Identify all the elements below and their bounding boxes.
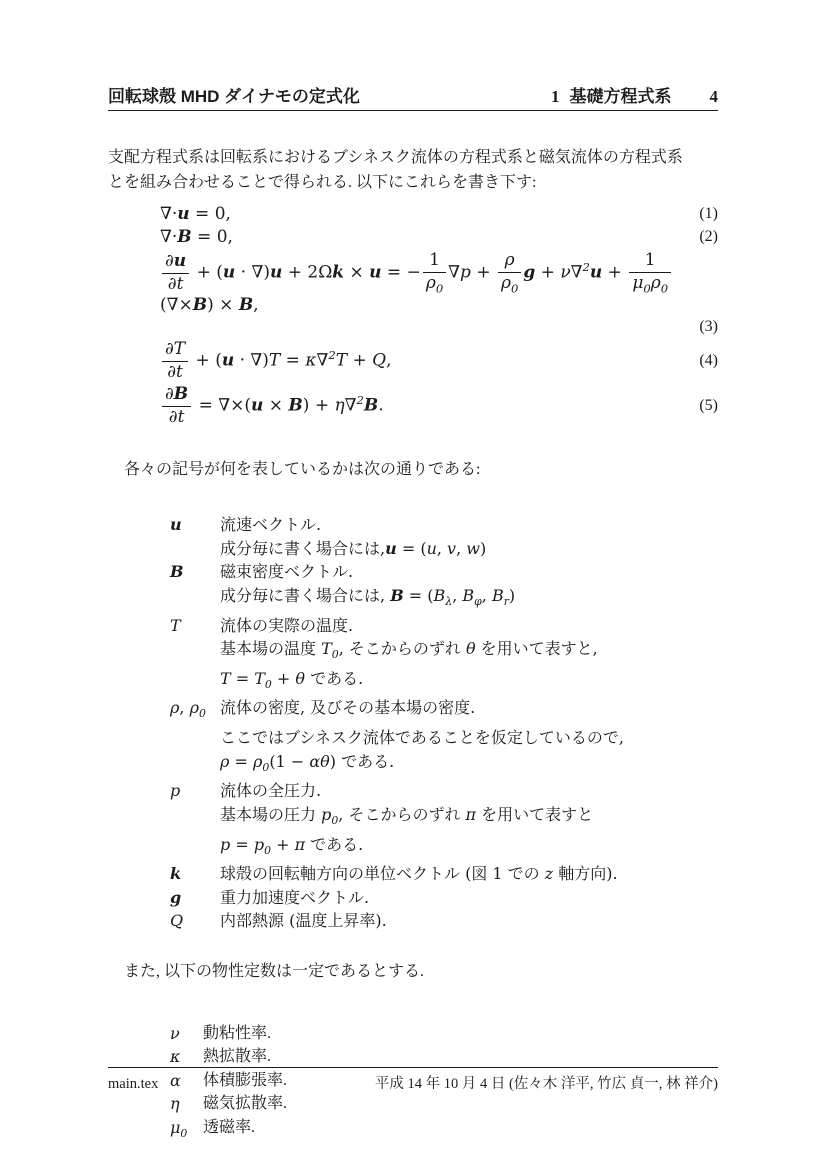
def-p-line-2: 基本場の圧力 $p_0$, そこからのずれ π を用いて表すと	[220, 804, 594, 828]
symbol-Q: Q	[170, 911, 184, 931]
equation-1	[108, 205, 718, 223]
def-row-Q	[108, 909, 718, 933]
def-g-line-1: 重力加速度ベクトル.	[220, 887, 370, 907]
header-title: 回転球殻 MHD ダイナモの定式化	[108, 87, 360, 106]
header-section-number: 1	[551, 87, 560, 106]
def-u-line-1: 流速ベクトル.	[220, 515, 322, 535]
const-nu-desc: 動粘性率.	[203, 1024, 272, 1042]
page-footer	[108, 1067, 718, 1093]
def-T-line-1: 流体の実際の温度.	[220, 615, 354, 635]
const-row-eta	[108, 1092, 718, 1116]
def-T-line-3: $T = T_0 + \theta$ である.	[220, 668, 364, 691]
header-section	[551, 86, 718, 107]
def-B-line-1: 磁束密度ベクトル.	[220, 562, 354, 582]
def-row-k	[108, 862, 718, 886]
def-row-rho	[108, 696, 718, 726]
equation-3-number: (3)	[699, 318, 718, 336]
const-mu0-desc: 透磁率.	[203, 1118, 256, 1136]
symbol-mu0: $\mu_0$	[170, 1117, 188, 1140]
symbol-p: p	[170, 781, 181, 801]
header-section-title: 基礎方程式系	[569, 87, 672, 106]
def-row-rho-3	[108, 750, 718, 780]
def-p-line-1: 流体の全圧力.	[220, 781, 322, 801]
def-row-g	[108, 886, 718, 910]
footer-date-authors: 平成 14 年 10 月 4 日 (佐々木 洋平, 竹広 貞一, 林 祥介)	[374, 1076, 718, 1092]
equation-2	[108, 228, 718, 246]
equations-block	[108, 205, 718, 427]
def-row-p	[108, 779, 718, 803]
const-row-mu0	[108, 1116, 718, 1146]
equation-4-body: $\frac{\partial T}{\partial t}$ + (u · ∇)T = κ∇$^2$T + Q,	[160, 340, 391, 382]
const-kappa-desc: 熱拡散率.	[203, 1048, 272, 1066]
def-row-rho-2	[108, 726, 718, 750]
equation-1-number: (1)	[699, 205, 718, 222]
def-rho-line-1: 流体の密度, 及びその基本場の密度.	[220, 698, 476, 718]
equation-3-number-row	[108, 318, 718, 336]
symbol-rho: ρ, $\rho_0$	[170, 698, 206, 721]
equation-4	[108, 340, 718, 382]
def-row-B	[108, 560, 718, 584]
def-T-line-2: 基本場の温度 $T_0$, そこからのずれ θ を用いて表すと,	[220, 639, 598, 662]
symbols-intro-paragraph: 各々の記号が何を表しているかは次の通りである:	[124, 461, 481, 479]
intro-line-2: とを組み合わせることで得られる. 以下にこれらを書き下す:	[108, 174, 537, 191]
equation-5-number: (5)	[699, 397, 718, 415]
const-alpha-desc: 体積膨張率.	[203, 1071, 288, 1089]
def-row-p-2	[108, 803, 718, 833]
symbol-k: k	[170, 864, 182, 884]
header-page-number: 4	[709, 87, 718, 106]
equation-5	[108, 385, 718, 427]
def-row-T-2	[108, 637, 718, 667]
def-rho-line-3: $\rho = \rho_0(1 - \alpha\theta)$ である.	[220, 751, 395, 774]
def-u-line-2: 成分毎に書く場合には,u = (u, v, w)	[220, 538, 487, 558]
intro-line-1: 支配方程式系は回転系におけるブシネスク流体の方程式系と磁気流体の方程式系	[108, 149, 683, 166]
def-Q-line-1: 内部熱源 (温度上昇率).	[220, 911, 387, 931]
symbol-definition-list	[108, 513, 718, 932]
const-eta-desc: 磁気拡散率.	[203, 1095, 288, 1113]
def-row-u	[108, 513, 718, 537]
symbol-alpha: α	[170, 1070, 181, 1090]
equation-3-body: $\frac{\partial u}{\partial t}$ + (u · ∇)u + 2Ωk × u = − $\frac{1}{\rho_0}$ ∇p + $\frac{\rho}{\rho_0}$ g + ν∇$^2$u + $\frac{1}{\mu_0\rho_0}$ (∇×B) × B,	[160, 251, 718, 315]
def-row-T	[108, 614, 718, 638]
footer-filename: main.tex	[108, 1076, 159, 1092]
def-row-u-2	[108, 537, 718, 561]
equation-2-body: ∇·B = 0,	[160, 227, 233, 247]
symbol-nu: ν	[170, 1023, 180, 1043]
symbol-kappa: κ	[170, 1047, 181, 1067]
def-B-line-2: 成分毎に書く場合には, $B = (B_\lambda$, $B_\varphi$, $B_r$)	[220, 585, 516, 609]
symbol-B: B	[170, 562, 184, 582]
def-rho-line-2: ここではブシネスク流体であることを仮定しているので,	[220, 728, 624, 748]
intro-paragraph	[108, 145, 718, 195]
symbol-T: T	[170, 615, 181, 635]
equation-4-number: (4)	[699, 352, 718, 370]
equation-1-body: ∇·u = 0,	[160, 204, 231, 224]
symbol-u: u	[170, 515, 182, 535]
def-row-T-3	[108, 667, 718, 697]
constants-intro-paragraph: また, 以下の物性定数は一定であるとする.	[124, 962, 425, 980]
def-k-line-1: 球殻の回転軸方向の単位ベクトル (図 1 での z 軸方向).	[220, 864, 618, 884]
equation-5-body: $\frac{\partial B}{\partial t}$ = ∇×(u × B) + η∇$^2$B.	[160, 385, 384, 427]
equation-2-number: (2)	[699, 228, 718, 245]
const-row-nu	[108, 1022, 718, 1046]
symbol-eta: η	[170, 1094, 180, 1114]
def-row-p-3	[108, 833, 718, 863]
symbol-g: g	[170, 887, 182, 907]
equation-3	[108, 251, 718, 315]
def-row-B-2	[108, 584, 718, 614]
const-row-kappa	[108, 1045, 718, 1069]
page-header	[108, 0, 718, 111]
def-p-line-3: $p = p_0 + \pi$ である.	[220, 834, 364, 857]
